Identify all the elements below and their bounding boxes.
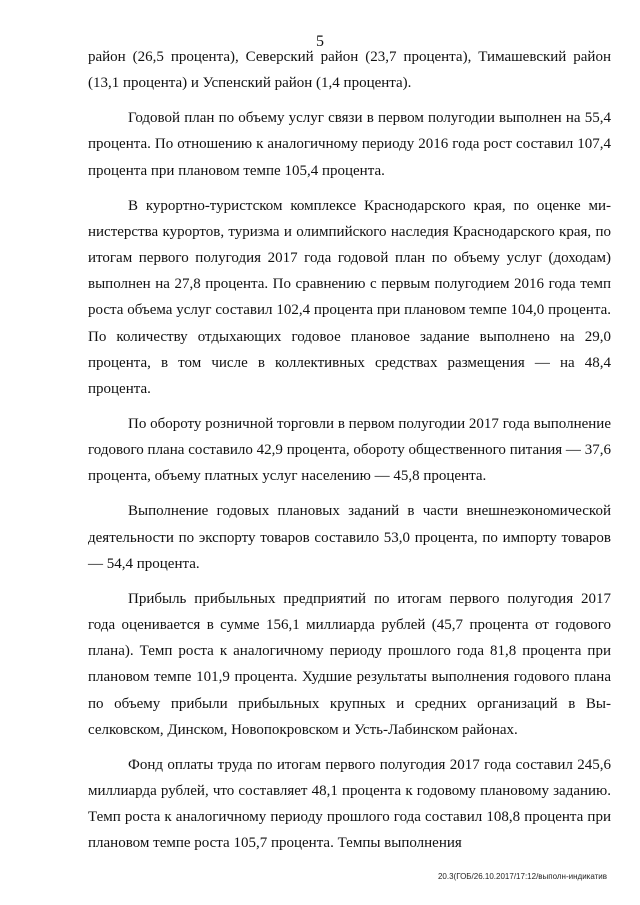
paragraph-6: Прибыль прибыльных предприятий по итогам первого полугодия 2017 года оценивается в сумме 156,1 миллиарда рублей (45,7 процента от годового плана). Темп роста к аналогичному периоду прошлого года 81,8 процента при плановом темпе 101,9 процента. Худшие результаты выполнения годового плана по объему прибыли прибыльных крупных и средних организаций в Выселковском, Динском, Новопокровском и Усть-Лабинском районах. [88,590,611,738]
page-number: 5 [316,33,324,50]
paragraph-3: В курортно-туристском комплексе Краснодарского края, по оценке министерства курортов, туризма и олимпийского наследия Краснодарского края, по итогам первого полугодия 2017 года годовой план по объему услуг (доходам) выполнен на 27,8 процента. По сравнению с первым полугодием 2016 года темп роста объема услуг составил 102,4 процента при плановом темпе 104,0 процента. По количеству отдыхающих годовое плановое задание выполнено на 29,0 процента, в том числе в коллективных средствах размещения — на 48,4 процента. [88,197,611,398]
body-text [88,44,611,865]
document-code: 20.3(ГОБ/26.10.2017/17:12/выполн-индикатив [437,872,607,881]
paragraph-7: Фонд оплаты труда по итогам первого полугодия 2017 года составил 245,6 миллиарда рублей, что составляет 48,1 процента к годовому плановому заданию. Темп роста к аналогичному периоду прошлого года составил 108,8 процента при плановом темпе роста 105,7 процента. Темпы выполнения [88,756,611,852]
paragraph-5: Выполнение годовых плановых заданий в части внешнеэкономической деятельности по экспорту товаров составило 53,0 процента, по импорту товаров — 54,4 процента. [88,503,611,572]
paragraph-2: Годовой план по объему услуг связи в первом полугодии выполнен на 55,4 процента. По отношению к аналогичному периоду 2016 года рост составил 107,4 процента при плановом темпе 105,4 процента. [88,110,611,179]
paragraph-1: район (26,5 процента), Северский район (23,7 процента), Тимашевский район (13,1 процента) и Успенский район (1,4 процента). [88,49,611,92]
paragraph-4: По обороту розничной торговли в первом полугодии 2017 года выполнение годового плана составило 42,9 процента, обороту общественного питания — 37,6 процента, объему платных услуг населению — 45,8 процента. [88,416,611,485]
